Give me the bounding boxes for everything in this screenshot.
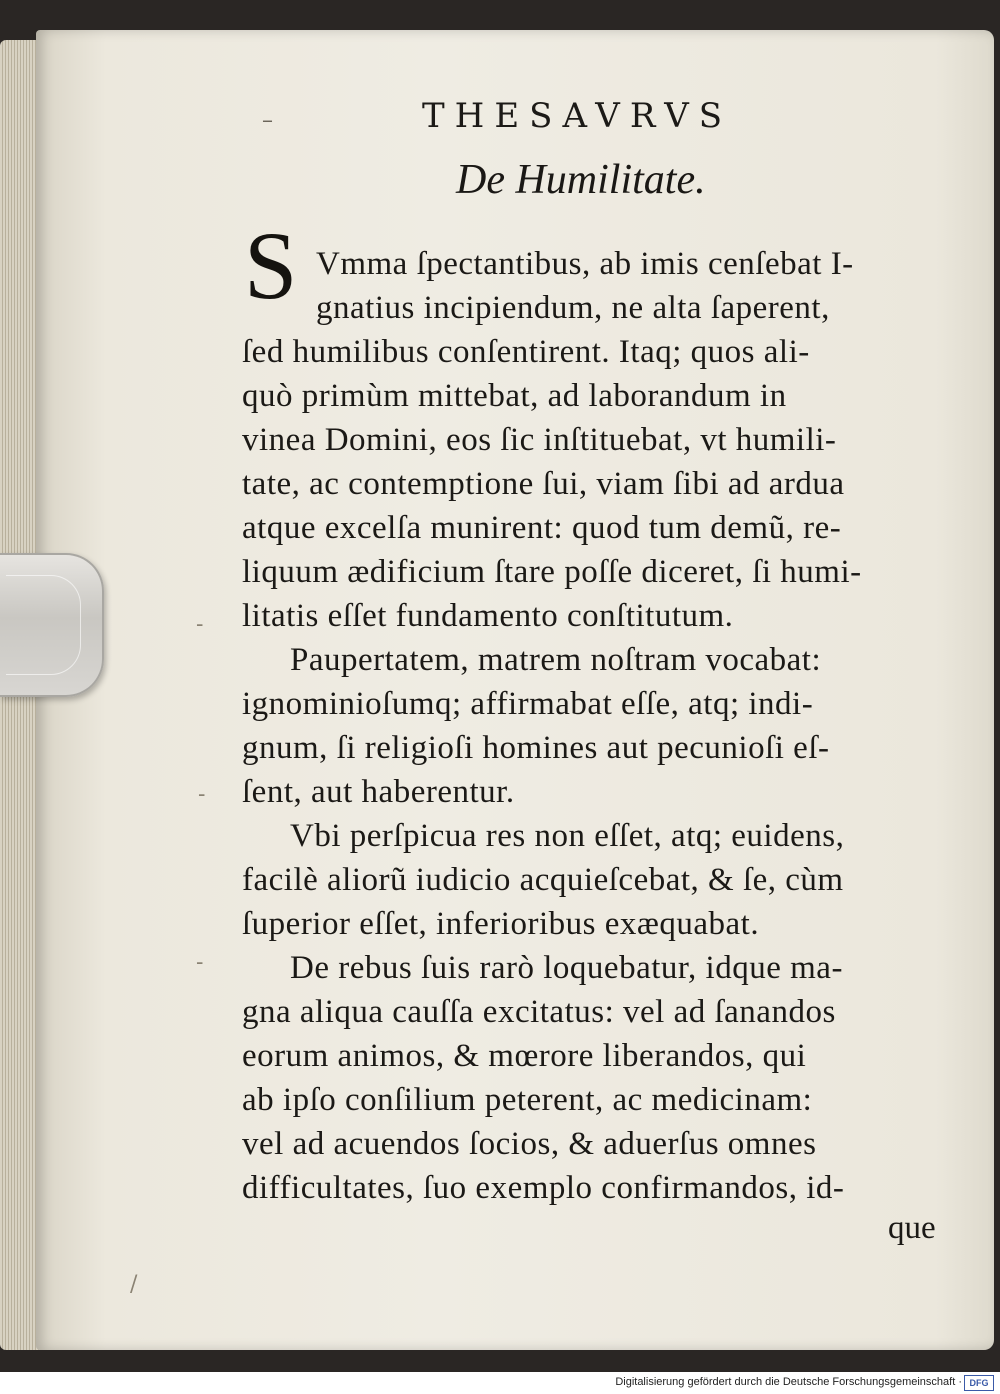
text-line: vinea Domini, eos ſic inſtituebat, vt humili- — [242, 422, 837, 458]
chapter-title: De Humilitate. — [456, 157, 706, 203]
text-line: gnum, ſi religioſi homines aut pecunioſi eſ- — [242, 730, 830, 766]
text-line: quò primùm mittebat, ad laborandum in — [242, 378, 787, 414]
margin-mark: - — [196, 950, 204, 975]
text-line: Vbi perſpicua res non eſſet, atq; euidens, — [290, 818, 845, 854]
text-line: difficultates, ſuo exemplo confirmandos, id- — [242, 1170, 845, 1206]
margin-mark: - — [196, 612, 204, 637]
page-header: THESAVRVS — [422, 96, 733, 136]
text-line: gna aliqua cauſſa excitatus: vel ad ſanandos — [242, 994, 836, 1030]
header-dash: – — [262, 108, 273, 133]
text-line: ignominioſumq; affirmabat eſſe, atq; indi- — [242, 686, 814, 722]
dfg-logo: DFG — [964, 1375, 994, 1391]
text-line: eorum animos, & mœrore liberandos, qui — [242, 1038, 807, 1074]
text-line: ſuperior eſſet, inferioribus exæquabat. — [242, 906, 760, 942]
drop-capital: S — [244, 212, 298, 319]
text-line: ab ipſo conſilium peterent, ac medicinam: — [242, 1082, 813, 1118]
text-line: ſent, aut haberentur. — [242, 774, 515, 810]
text-line: atque excelſa munirent: quod tum demũ, re- — [242, 510, 842, 546]
text-line: Paupertatem, matrem noſtram vocabat: — [290, 642, 822, 678]
text-line: gnatius incipiendum, ne alta ſaperent, — [316, 290, 830, 326]
text-line: Vmma ſpectantibus, ab imis cenſebat I- — [316, 246, 854, 282]
text-line: vel ad acuendos ſocios, & aduerſus omnes — [242, 1126, 817, 1162]
text-line: ſed humilibus conſentirent. Itaq; quos ali- — [242, 334, 810, 370]
text-line: De rebus ſuis rarò loquebatur, idque ma- — [290, 950, 843, 986]
page-clip — [0, 553, 104, 697]
text-line: liquum ædificium ſtare poſſe diceret, ſi humi- — [242, 554, 862, 590]
text-line: tate, ac contemptione ſui, viam ſibi ad ardua — [242, 466, 845, 502]
margin-mark: / — [130, 1272, 138, 1297]
text-line: facilè aliorũ iudicio acquieſcebat, & ſe, cùm — [242, 862, 844, 898]
margin-mark: - — [198, 782, 206, 807]
catchword: que — [888, 1210, 936, 1246]
text-line: litatis eſſet fundamento conſtitutum. — [242, 598, 734, 634]
footer-credit: Digitalisierung gefördert durch die Deutsche Forschungsgemeinschaft · — [615, 1376, 962, 1388]
